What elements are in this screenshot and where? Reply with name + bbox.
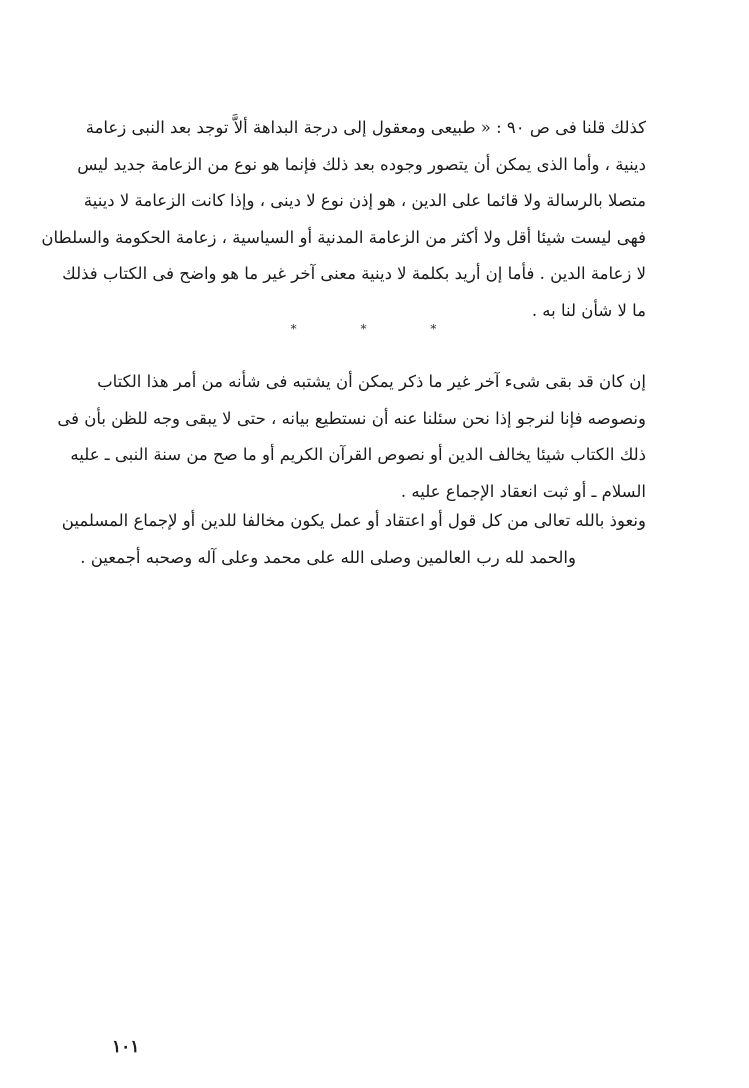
paragraph-3 [61,503,646,576]
paragraph-2-line-2: ونصوصه فإنا لنرجو إذا نحن سئلنا عنه أن نستطيع بيانه ، حتى لا يبقى وجه للظن بأن فى [57,408,646,428]
paragraph-1-line-5: لا زعامة الدين . فأما إن أريد بكلمة لا دينية معنى آخر غير ما هو واضح فى الكتاب فذلك [62,264,646,283]
paragraph-2-line-1: إن كان قد بقى شىء آخر غير ما ذكر يمكن أن يشتبه فى شأنه من أمر هذا الكتاب [97,372,646,391]
paragraph-1-line-2: دينية ، وأما الذى يمكن أن يتصور وجوده بعد ذلك فإنما هو نوع من الزعامة جديد ليس [77,154,646,174]
paragraph-1-line-3: متصلا بالرسالة ولا قائما على الدين ، هو إذن نوع لا دينى ، وإذا كانت الزعامة لا دينية [83,191,646,210]
paragraph-3-line-2: والحمد لله رب العالمين وصلى الله على محمد وعلى آله وصحبه أجمعين . [80,547,576,567]
asterisk-2: * [360,322,389,336]
page-number: ١٠١ [112,1037,140,1057]
asterisk-3: * [430,322,459,336]
paragraph-3-line-1: ونعوذ بالله تعالى من كل قول أو اعتقاد أو عمل يكون مخالفا للدين أو لإجماع المسلمين [61,511,646,530]
asterisk-1: * [290,322,319,336]
paragraph-1-line-6: ما لا شأن لنا به . [531,300,646,320]
paragraph-2 [57,364,646,510]
section-separator [0,322,749,336]
paragraph-1 [41,110,646,329]
paragraph-1-line-4: فهى ليست شيئا أقل ولا أكثر من الزعامة المدنية أو السياسية ، زعامة الحكومة والسلطان [41,227,646,247]
paragraph-2-line-4: السلام ـ أو ثبت انعقاد الإجماع عليه . [400,481,646,501]
paragraph-2-line-3: ذلك الكتاب شيئا يخالف الدين أو نصوص القرآن الكريم أو ما صح من سنة النبى ـ عليه [70,445,646,464]
paragraph-1-line-1: كذلك قلنا فى ص ٩٠ : « طبيعى ومعقول إلى درجة البداهة ألاَّ توجد بعد النبى زعامة [85,118,646,137]
